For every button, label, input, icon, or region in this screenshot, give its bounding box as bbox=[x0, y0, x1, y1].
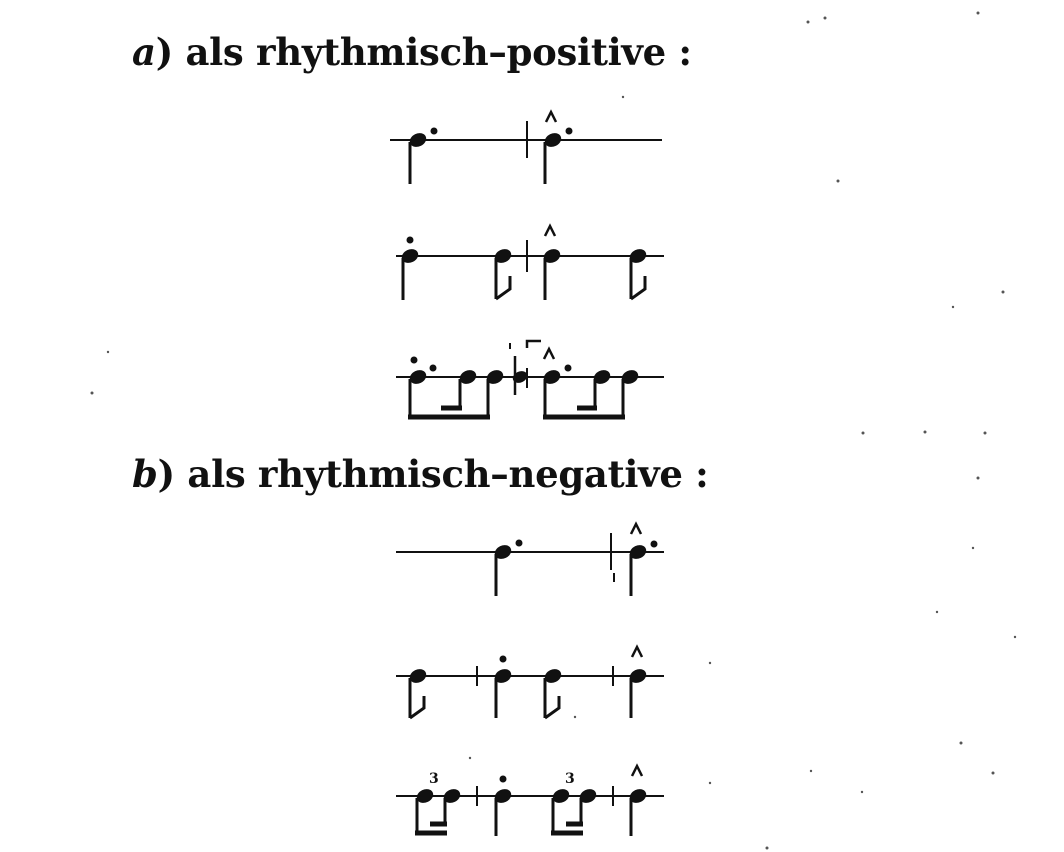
example-a1 bbox=[390, 112, 662, 184]
example-a2 bbox=[396, 226, 664, 300]
triplet-mark: 3 bbox=[565, 771, 575, 787]
example-b2 bbox=[396, 647, 664, 718]
section-a-letter: a bbox=[132, 30, 156, 74]
example-a3 bbox=[396, 341, 664, 418]
triplet-mark: 3 bbox=[429, 771, 439, 787]
section-a-title: als rhythmisch–positive bbox=[185, 30, 666, 74]
example-b3 bbox=[396, 766, 664, 836]
section-a-paren: ) bbox=[155, 30, 173, 74]
example-b1 bbox=[396, 524, 664, 596]
section-a-colon: : bbox=[665, 30, 692, 74]
section-b-paren: ) bbox=[157, 452, 175, 496]
section-b-letter: b bbox=[132, 452, 158, 496]
section-b-title: als rhythmisch–negative bbox=[187, 452, 683, 496]
section-b-colon: : bbox=[682, 452, 709, 496]
